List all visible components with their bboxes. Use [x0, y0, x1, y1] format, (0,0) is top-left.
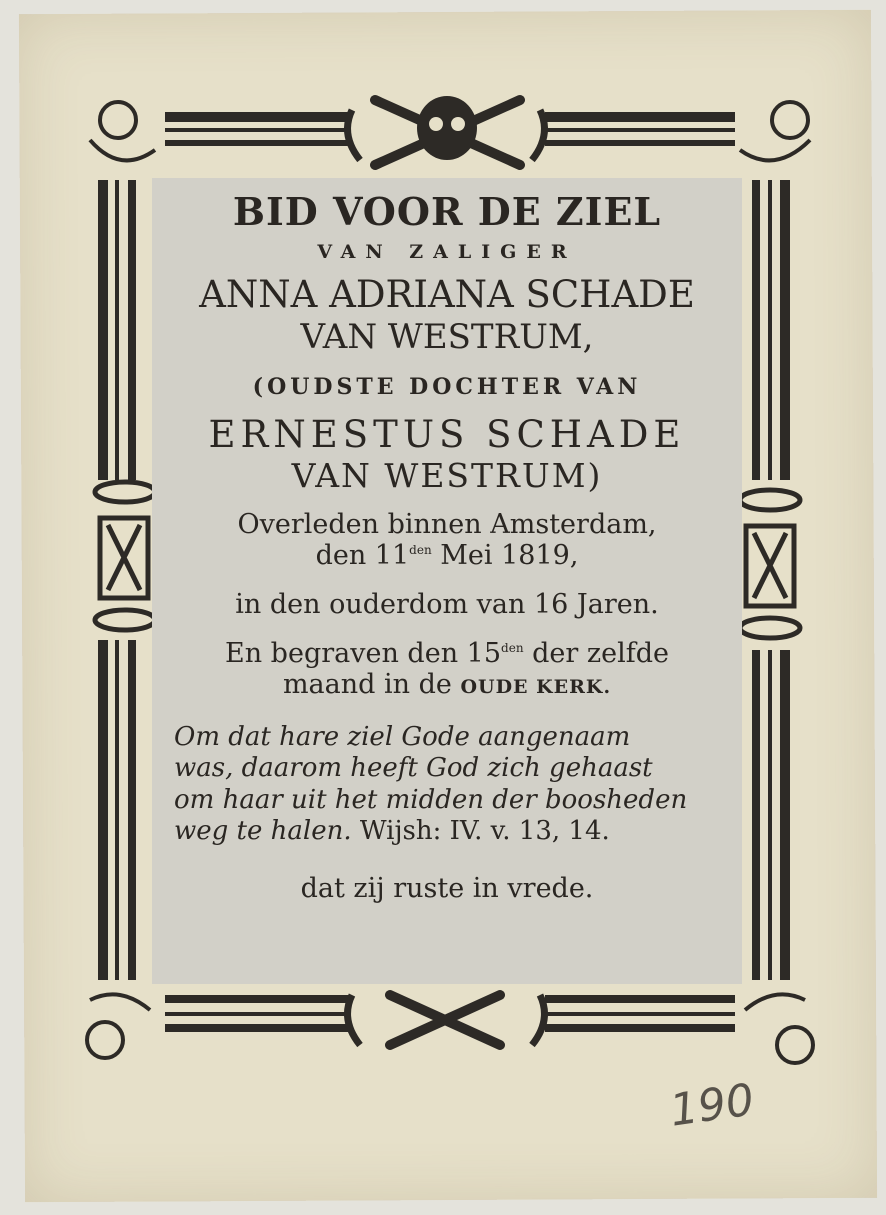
deceased-name-2: VAN WESTRUM,: [300, 317, 594, 358]
burial-line-1: En begraven den $15^{den}$ der zelfde: [225, 638, 669, 670]
death-line-2: den $11^{den}$ Mei 1819,: [315, 540, 579, 571]
crossed-torches-icon: [348, 995, 545, 1045]
verse-line-1: Om dat hare ziel Gode aangenaam: [174, 722, 631, 753]
memorial-text: [152, 190, 742, 904]
death-line-1: Overleden binnen Amsterdam,: [237, 508, 657, 540]
verse-line-3: om haar uit het midden der boosheden: [174, 784, 688, 815]
skull-crossbones-icon: [348, 96, 545, 165]
burial-line-2: maand in de OUDE KERK.: [282, 669, 612, 701]
father-name-2: VAN WESTRUM): [291, 456, 603, 496]
father-name: ERNESTUS SCHADE: [208, 413, 686, 457]
handwritten-number: 190: [666, 1074, 758, 1137]
verse-line-2: was, daarom heeft God zich gehaast: [174, 753, 653, 784]
subheading: VAN ZALIGER: [317, 240, 577, 263]
heading: BID VOOR DE ZIEL: [232, 189, 662, 234]
hourglass-icon: [95, 482, 155, 630]
deceased-name: ANNA ADRIANA SCHADE: [199, 272, 695, 316]
hourglass-icon: [740, 490, 800, 638]
relation-line: (OUDSTE DOCHTER VAN: [252, 374, 642, 401]
age-line: in den ouderdom van 16 Jaren.: [235, 589, 659, 621]
verse-line-4: weg te halen. Wijsh: IV. v. 13, 14.: [174, 815, 610, 846]
closing-line: dat zij ruste in vrede.: [300, 872, 594, 904]
